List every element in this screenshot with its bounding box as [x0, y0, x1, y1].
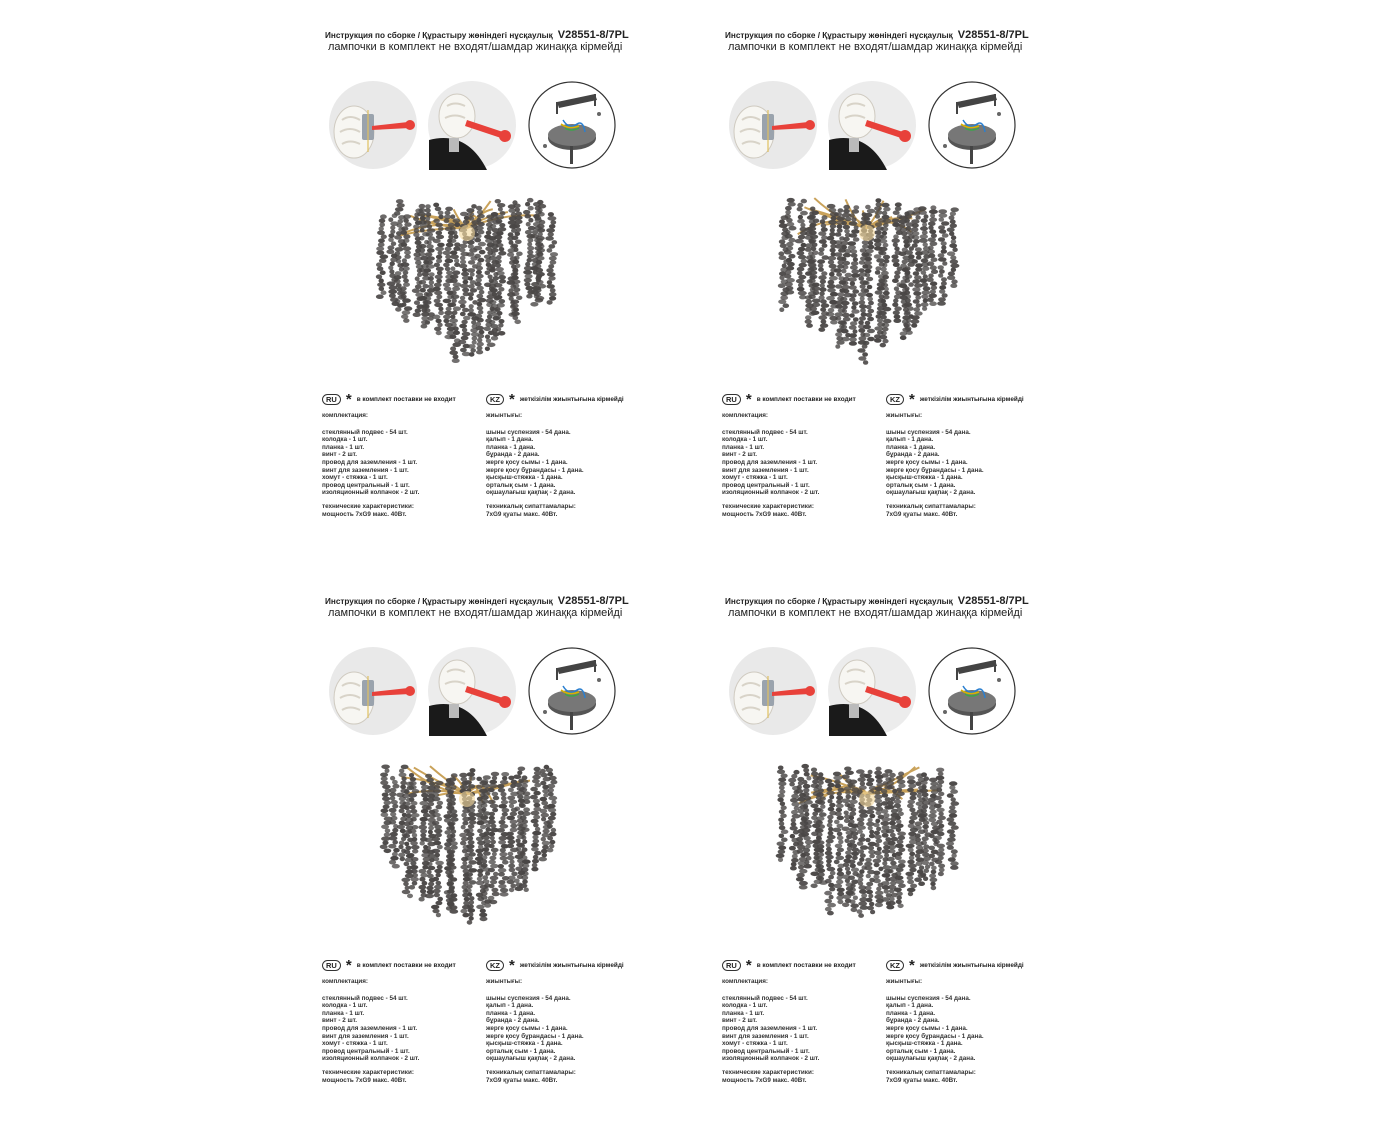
- contents-item: жерге қосу бұрандасы - 1 дана.: [886, 1032, 984, 1040]
- contents-item: планка - 1 шт.: [322, 443, 365, 451]
- contents-item: планка - 1 шт.: [722, 1009, 765, 1017]
- kz-badge: KZ: [486, 960, 504, 971]
- contents-item: провод центральный - 1 шт.: [322, 1047, 410, 1055]
- step-connect-wire-image: [427, 80, 517, 170]
- contents-item: жерге қосу бұрандасы - 1 дана.: [486, 466, 584, 474]
- sheet-title-line: [325, 29, 725, 41]
- contents-item: винт для заземления - 1 шт.: [722, 466, 809, 474]
- contents-item: планка - 1 дана.: [486, 443, 536, 451]
- crystal-strand: [947, 207, 960, 288]
- kz-contents-list: [886, 429, 984, 497]
- contents-item: қысқыш-стяжка - 1 дана.: [486, 474, 563, 482]
- kz-not-included-note: жеткізілім жиынтығына кірмейді: [519, 396, 624, 403]
- ru-tech-title: технические характеристики:: [722, 1068, 814, 1076]
- crystal-strand: [545, 212, 558, 305]
- step-wire-insulation-image: [728, 646, 818, 736]
- contents-item: винт для заземления - 1 шт.: [322, 1032, 409, 1040]
- crystal-strand: [788, 770, 800, 871]
- ru-not-included-note: в комплект поставки не входит: [756, 396, 856, 403]
- ru-contents: [722, 412, 819, 518]
- contents-item: изоляционный колпачок - 2 шт.: [722, 489, 820, 497]
- ru-contents-list: [722, 429, 819, 497]
- contents-item: стеклянный подвес - 54 шт.: [722, 994, 808, 1002]
- instruction-sheet: [320, 28, 720, 568]
- kz-contents-title: жиынтығы:: [886, 978, 923, 985]
- ru-contents: [322, 978, 419, 1084]
- contents-item: изоляционный колпачок - 2 шт.: [322, 1055, 420, 1063]
- model-number: V28551-8/7PL: [957, 29, 1029, 41]
- contents-item: орталық сым - 1 дана.: [486, 481, 556, 489]
- ru-badge: RU: [322, 394, 341, 405]
- kz-legend: [486, 956, 624, 974]
- kz-contents-list: [486, 995, 584, 1063]
- contents-item: хомут - стяжка - 1 шт.: [322, 474, 388, 482]
- contents-item: орталық сым - 1 дана.: [486, 1047, 556, 1055]
- ru-tech-title: технические характеристики:: [722, 502, 814, 510]
- contents-item: қысқыш-стяжка - 1 дана.: [486, 1040, 563, 1048]
- kz-badge: KZ: [886, 394, 904, 405]
- contents-item: стеклянный подвес - 54 шт.: [322, 994, 408, 1002]
- contents-item: жерге қосу сымы - 1 дана.: [486, 1024, 568, 1032]
- ru-legend: [322, 956, 456, 974]
- ru-contents-list: [322, 429, 419, 497]
- kz-legend: [886, 390, 1024, 408]
- asterisk-icon: *: [745, 956, 752, 974]
- ru-badge: RU: [322, 960, 341, 971]
- step-mount-bracket-diagram: [927, 646, 1017, 736]
- crystal-strand: [946, 781, 959, 870]
- contents-item: винт - 2 шт.: [322, 1017, 358, 1025]
- contents-item: планка - 1 шт.: [322, 1009, 365, 1017]
- asterisk-icon: *: [909, 956, 915, 974]
- contents-item: шыны суспензия - 54 дана.: [486, 428, 571, 436]
- contents-item: планка - 1 шт.: [722, 443, 765, 451]
- kz-contents: [886, 978, 984, 1084]
- ru-contents-title: комплектация:: [322, 412, 368, 419]
- contents-item: шыны суспензия - 54 дана.: [886, 428, 971, 436]
- bulbs-note: лампочки в комплект не входят/шамдар жинаққа кірмейді: [328, 607, 623, 619]
- sheet-title: Инструкция по сборке / Құрастыру жөніндегі нұсқаулық: [325, 597, 553, 606]
- ru-tech-value: мощность 7xG9 макс. 40Вт.: [322, 1076, 407, 1084]
- ru-contents: [322, 412, 419, 518]
- ru-tech-title: технические характеристики:: [322, 1068, 414, 1076]
- contents-item: колодка - 1 шт.: [322, 1002, 368, 1010]
- asterisk-icon: *: [345, 390, 352, 408]
- contents-item: орталық сым - 1 дана.: [886, 1047, 956, 1055]
- step-connect-wire-image: [827, 646, 917, 736]
- sheet-title-line: [325, 595, 725, 607]
- ru-contents-title: комплектация:: [322, 978, 368, 985]
- ru-contents-title: комплектация:: [722, 978, 768, 985]
- kz-tech-title: техникалық сипаттамалары:: [886, 1068, 976, 1076]
- kz-tech-title: техникалық сипаттамалары:: [886, 502, 976, 510]
- sheet-title-line: [725, 29, 1125, 41]
- contents-item: хомут - стяжка - 1 шт.: [322, 1040, 388, 1048]
- chandelier-product-image: [372, 754, 562, 934]
- contents-item: бұранда - 2 дана.: [486, 451, 540, 459]
- ru-contents: [722, 978, 819, 1084]
- contents-item: қалып - 1 дана.: [886, 436, 934, 444]
- contents-item: винт - 2 шт.: [722, 1017, 758, 1025]
- instruction-sheet: [320, 594, 720, 1134]
- step-connect-wire-image: [827, 80, 917, 170]
- kz-not-included-note: жеткізілім жиынтығына кірмейді: [519, 962, 624, 969]
- contents-item: изоляционный колпачок - 2 шт.: [322, 489, 420, 497]
- ru-not-included-note: в комплект поставки не входит: [756, 962, 856, 969]
- sheet-title: Инструкция по сборке / Құрастыру жөніндегі нұсқаулық: [725, 31, 953, 40]
- contents-item: провод для заземления - 1 шт.: [322, 1024, 418, 1032]
- ru-legend: [722, 390, 856, 408]
- ru-legend: [322, 390, 456, 408]
- contents-item: колодка - 1 шт.: [722, 436, 768, 444]
- step-connect-wire-image: [427, 646, 517, 736]
- contents-item: қысқыш-стяжка - 1 дана.: [886, 474, 963, 482]
- contents-item: жерге қосу бұрандасы - 1 дана.: [486, 1032, 584, 1040]
- kz-contents-title: жиынтығы:: [486, 978, 523, 985]
- contents-item: орталық сым - 1 дана.: [886, 481, 956, 489]
- kz-not-included-note: жеткізілім жиынтығына кірмейді: [919, 962, 1024, 969]
- contents-item: винт для заземления - 1 шт.: [722, 1032, 809, 1040]
- contents-item: жерге қосу бұрандасы - 1 дана.: [886, 466, 984, 474]
- contents-item: винт - 2 шт.: [322, 451, 358, 459]
- kz-tech-title: техникалық сипаттамалары:: [486, 1068, 576, 1076]
- chandelier-product-image: [772, 754, 962, 934]
- asterisk-icon: *: [909, 390, 915, 408]
- contents-item: оқшаулағыш қақпақ - 2 дана.: [886, 1055, 976, 1063]
- step-mount-bracket-diagram: [927, 80, 1017, 170]
- ru-tech-value: мощность 7xG9 макс. 40Вт.: [722, 1076, 807, 1084]
- model-number: V28551-8/7PL: [557, 29, 629, 41]
- contents-item: шыны суспензия - 54 дана.: [486, 994, 571, 1002]
- contents-item: қалып - 1 дана.: [486, 436, 534, 444]
- kz-legend: [486, 390, 624, 408]
- kz-tech-title: техникалық сипаттамалары:: [486, 502, 576, 510]
- crystal-strand: [530, 767, 542, 872]
- contents-item: хомут - стяжка - 1 шт.: [722, 1040, 788, 1048]
- contents-item: бұранда - 2 дана.: [886, 451, 940, 459]
- contents-item: жерге қосу сымы - 1 дана.: [486, 458, 568, 466]
- contents-item: колодка - 1 шт.: [722, 1002, 768, 1010]
- bulbs-note: лампочки в комплект не входят/шамдар жинаққа кірмейді: [728, 607, 1023, 619]
- crystal-strand: [937, 209, 949, 306]
- contents-item: стеклянный подвес - 54 шт.: [322, 428, 408, 436]
- contents-item: винт - 2 шт.: [722, 451, 758, 459]
- ru-tech-value: мощность 7xG9 макс. 40Вт.: [722, 510, 807, 518]
- asterisk-icon: *: [745, 390, 752, 408]
- kz-tech-value: 7xG9 қуаты макс. 40Вт.: [486, 1076, 558, 1084]
- contents-item: қалып - 1 дана.: [886, 1002, 934, 1010]
- chandelier-product-image: [372, 188, 562, 368]
- kz-badge: KZ: [886, 960, 904, 971]
- contents-item: қалып - 1 дана.: [486, 1002, 534, 1010]
- asterisk-icon: *: [345, 956, 352, 974]
- ru-tech-value: мощность 7xG9 макс. 40Вт.: [322, 510, 407, 518]
- contents-item: жерге қосу сымы - 1 дана.: [886, 1024, 968, 1032]
- kz-contents-list: [486, 429, 584, 497]
- contents-item: провод для заземления - 1 шт.: [722, 1024, 818, 1032]
- crystal-strand: [376, 214, 388, 299]
- contents-item: планка - 1 дана.: [886, 1009, 936, 1017]
- kz-tech-value: 7xG9 қуаты макс. 40Вт.: [486, 510, 558, 518]
- contents-item: бұранда - 2 дана.: [486, 1017, 540, 1025]
- sheet-title: Инструкция по сборке / Құрастыру жөніндегі нұсқаулық: [725, 597, 953, 606]
- model-number: V28551-8/7PL: [557, 595, 629, 607]
- ru-not-included-note: в комплект поставки не входит: [356, 396, 456, 403]
- instruction-sheet: [720, 28, 1120, 568]
- kz-badge: KZ: [486, 394, 504, 405]
- sheet-title: Инструкция по сборке / Құрастыру жөніндегі нұсқаулық: [325, 31, 553, 40]
- contents-item: оқшаулағыш қақпақ - 2 дана.: [486, 1055, 576, 1063]
- crystal-strand: [824, 779, 837, 916]
- contents-item: провод центральный - 1 шт.: [722, 1047, 810, 1055]
- contents-item: винт для заземления - 1 шт.: [322, 466, 409, 474]
- contents-item: провод центральный - 1 шт.: [322, 481, 410, 489]
- bulbs-note: лампочки в комплект не входят/шамдар жинаққа кірмейді: [728, 41, 1023, 53]
- ru-contents-list: [322, 995, 419, 1063]
- ru-not-included-note: в комплект поставки не входит: [356, 962, 456, 969]
- kz-contents: [486, 978, 584, 1084]
- contents-item: хомут - стяжка - 1 шт.: [722, 474, 788, 482]
- kz-tech-value: 7xG9 қуаты макс. 40Вт.: [886, 510, 958, 518]
- kz-contents: [486, 412, 584, 518]
- contents-item: стеклянный подвес - 54 шт.: [722, 428, 808, 436]
- kz-not-included-note: жеткізілім жиынтығына кірмейді: [919, 396, 1024, 403]
- contents-item: қысқыш-стяжка - 1 дана.: [886, 1040, 963, 1048]
- ru-tech-title: технические характеристики:: [322, 502, 414, 510]
- instruction-sheet: [720, 594, 1120, 1134]
- contents-item: провод для заземления - 1 шт.: [322, 458, 418, 466]
- asterisk-icon: *: [509, 956, 515, 974]
- sheet-title-line: [725, 595, 1125, 607]
- contents-item: оқшаулағыш қақпақ - 2 дана.: [886, 489, 976, 497]
- step-wire-insulation-image: [328, 80, 418, 170]
- step-mount-bracket-diagram: [527, 80, 617, 170]
- contents-item: шыны суспензия - 54 дана.: [886, 994, 971, 1002]
- step-wire-insulation-image: [728, 80, 818, 170]
- contents-item: жерге қосу сымы - 1 дана.: [886, 458, 968, 466]
- step-mount-bracket-diagram: [527, 646, 617, 736]
- kz-legend: [886, 956, 1024, 974]
- ru-contents-list: [722, 995, 819, 1063]
- ru-badge: RU: [722, 960, 741, 971]
- bulbs-note: лампочки в комплект не входят/шамдар жинаққа кірмейді: [328, 41, 623, 53]
- contents-item: изоляционный колпачок - 2 шт.: [722, 1055, 820, 1063]
- kz-contents-title: жиынтығы:: [886, 412, 923, 419]
- kz-tech-value: 7xG9 қуаты макс. 40Вт.: [886, 1076, 958, 1084]
- contents-item: провод центральный - 1 шт.: [722, 481, 810, 489]
- ru-contents-title: комплектация:: [722, 412, 768, 419]
- kz-contents-title: жиынтығы:: [486, 412, 523, 419]
- contents-item: планка - 1 дана.: [886, 443, 936, 451]
- crystal-strand: [776, 766, 789, 863]
- step-wire-insulation-image: [328, 646, 418, 736]
- ru-legend: [722, 956, 856, 974]
- contents-item: планка - 1 дана.: [486, 1009, 536, 1017]
- contents-item: провод для заземления - 1 шт.: [722, 458, 818, 466]
- contents-item: бұранда - 2 дана.: [886, 1017, 940, 1025]
- ru-badge: RU: [722, 394, 741, 405]
- asterisk-icon: *: [509, 390, 515, 408]
- contents-item: колодка - 1 шт.: [322, 436, 368, 444]
- chandelier-product-image: [772, 188, 962, 368]
- contents-item: оқшаулағыш қақпақ - 2 дана.: [486, 489, 576, 497]
- kz-contents: [886, 412, 984, 518]
- model-number: V28551-8/7PL: [957, 595, 1029, 607]
- kz-contents-list: [886, 995, 984, 1063]
